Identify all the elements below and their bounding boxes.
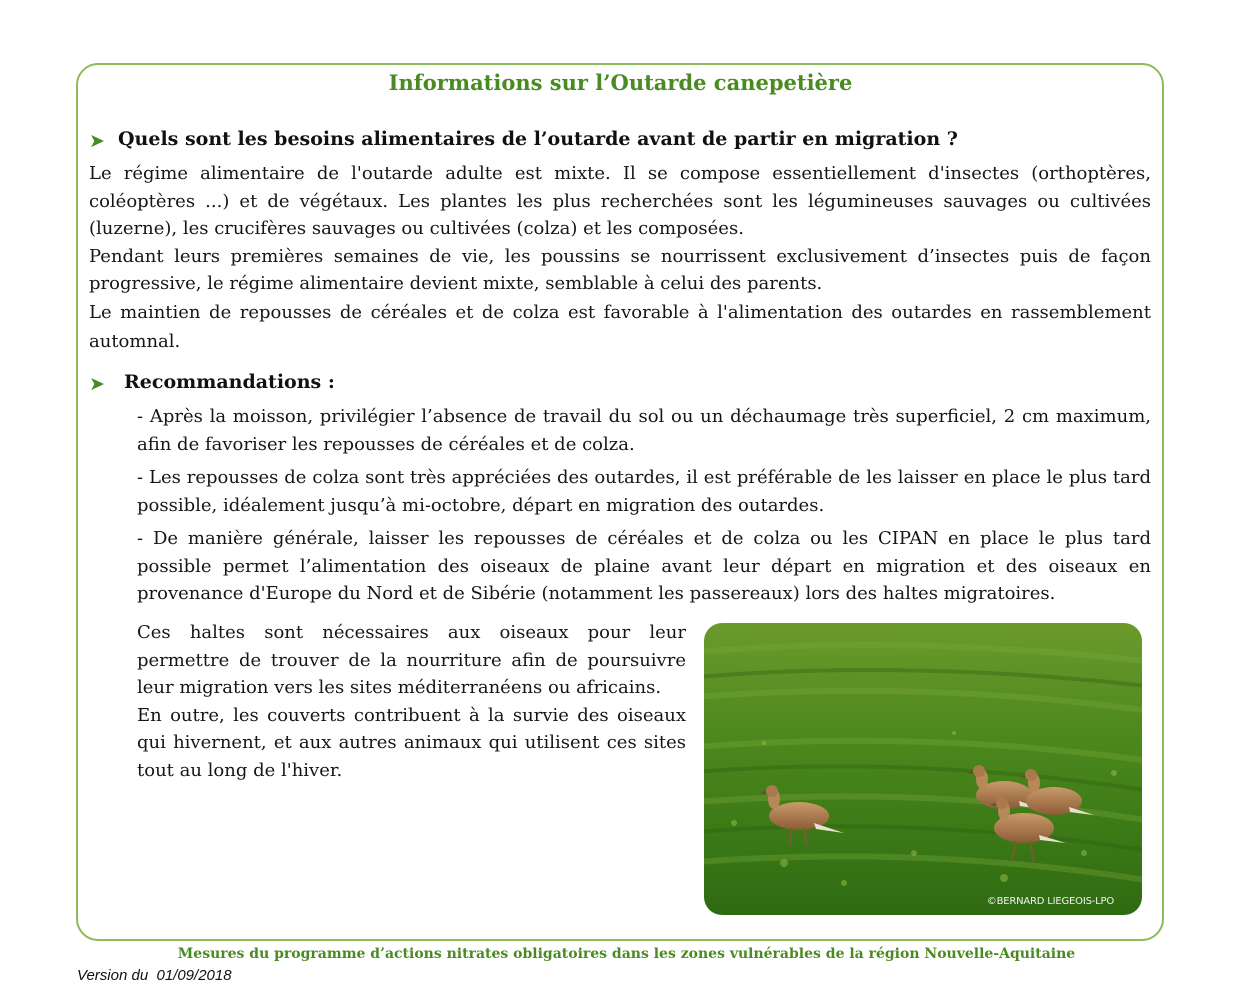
recommendation-item: - Les repousses de colza sont très appréciées des outardes, il est préférable de les laisser en place le plus tard possible, idéalement jusqu’à mi-octobre, départ en migration des outardes. — [137, 467, 1151, 516]
arrowhead-bullet-icon: ➤ — [89, 373, 105, 395]
version-date: Version du 01/09/2018 — [77, 967, 232, 984]
recommendation-item: - De manière générale, laisser les repousses de céréales et de colza ou les CIPAN en place le plus tard possible permet l’alimentation des oiseaux de plaine avant leur départ en migration et des oiseaux en provenance d'Europe du Nord et de Sibérie (notamment les passereaux) lors des haltes migratoires. — [137, 528, 1151, 604]
section1-paragraph: Le maintien de repousses de céréales et de colza est favorable à l'alimentation des outardes en rassemblement automnal. — [89, 301, 1151, 352]
page-title: Informations sur l’Outarde canepetière — [388, 70, 853, 95]
field-illustration — [704, 623, 1142, 915]
arrowhead-bullet-icon: ➤ — [89, 130, 105, 152]
section1-heading: Quels sont les besoins alimentaires de l’outarde avant de partir en migration ? — [118, 128, 958, 150]
bustard-photo — [704, 623, 1142, 915]
closing-text — [137, 619, 686, 784]
section1-paragraph: Le régime alimentaire de l'outarde adulte est mixte. Il se compose essentiellement d'insectes (orthoptères, coléoptères ...) et de végétaux. Les plantes les plus recherchées sont les légumineuses sauvages ou cultivées (luzerne), les crucifères sauvages ou cultivées (colza) et les composées. — [89, 163, 1151, 239]
closing-paragraph: Ces haltes sont nécessaires aux oiseaux pour leur permettre de trouver de la nourriture afin de poursuivre leur migration vers les sites méditerranéens ou africains. — [137, 622, 686, 698]
section2-heading: Recommandations : — [124, 371, 335, 393]
footer-program-text: Mesures du programme d’actions nitrates obligatoires dans les zones vulnérables de la région Nouvelle-Aquitaine — [177, 946, 1076, 962]
section1-paragraph: Pendant leurs premières semaines de vie, les poussins se nourrissent exclusivement d’insectes puis de façon progressive, le régime alimentaire devient mixte, semblable à celui des parents. — [89, 245, 1151, 294]
recommendation-item: - Après la moisson, privilégier l’absence de travail du sol ou un déchaumage très superficiel, 2 cm maximum, afin de favoriser les repousses de céréales et de colza. — [137, 406, 1151, 455]
closing-paragraph: En outre, les couverts contribuent à la survie des oiseaux qui hivernent, et aux autres animaux qui utilisent ces sites tout au long de l'hiver. — [137, 704, 686, 781]
photo-credit: ©BERNARD LIEGEOIS-LPO — [986, 896, 1114, 907]
section1-body — [89, 160, 1151, 356]
